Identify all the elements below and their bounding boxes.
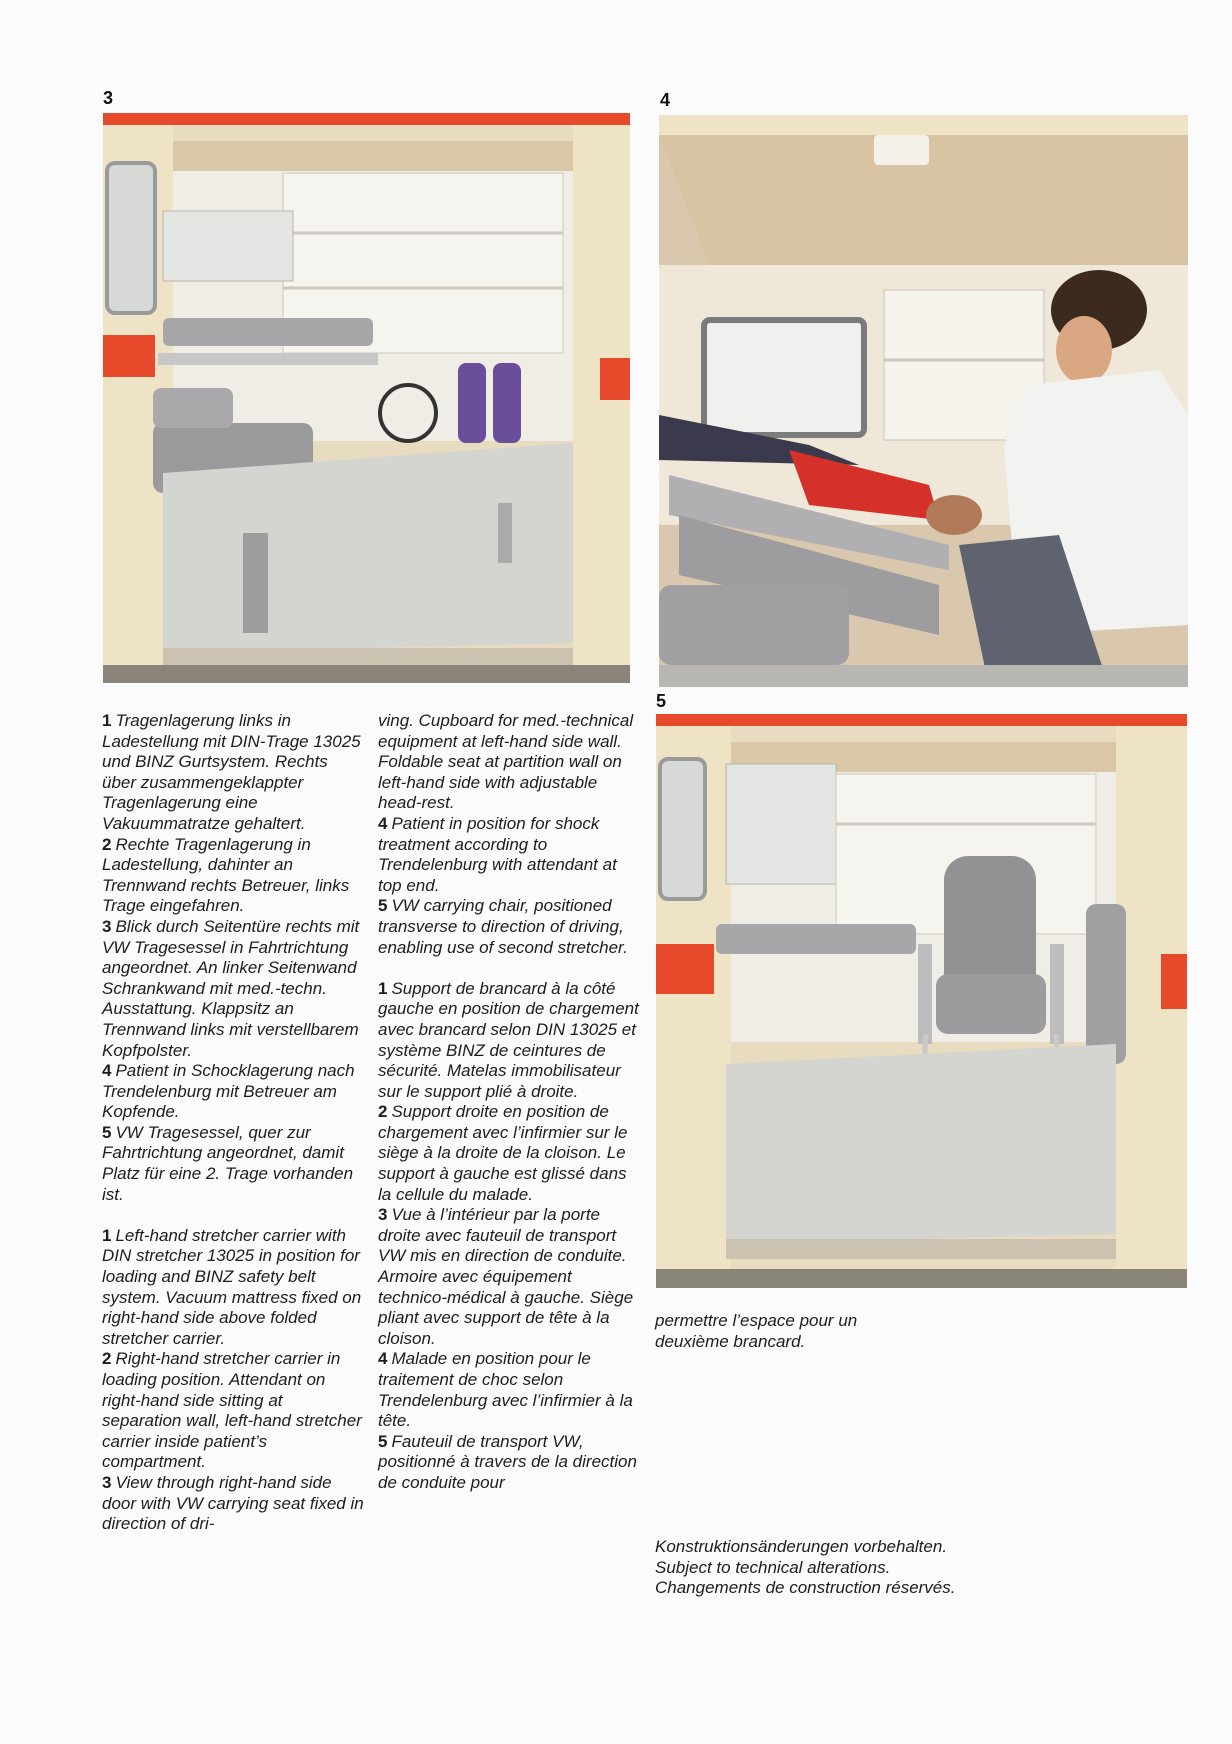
caption-en-1: 1 Left-hand stretcher carrier with DIN stretcher 13025 in position for loading and BINZ safety belt system. Vacuum mattress fixed on right-hand side above folded stretcher carrier. xyxy=(102,1225,362,1348)
footnote-english: Subject to technical alterations. xyxy=(655,1557,891,1577)
caption-en-3: 3 View through right-hand side door with VW carrying seat fixed in direction of dri- xyxy=(102,1472,364,1534)
figure-number-3: 3 xyxy=(103,88,114,108)
captions-english-part-1 xyxy=(102,1226,364,1535)
caption-column-3 xyxy=(655,1311,915,1352)
caption-column-2 xyxy=(378,711,640,1494)
caption-en-4: 4 Patient in position for shock treatment according to Trendelenburg with attendant at top end. xyxy=(378,813,617,895)
technical-alterations-note xyxy=(655,1537,1075,1599)
caption-en-5: 5 VW carrying chair, positioned transverse to direction of driving, enabling use of second stretcher. xyxy=(378,896,628,957)
figure-number-4: 4 xyxy=(660,90,671,110)
photo-patient-trendelenburg xyxy=(659,115,1188,687)
caption-fr-1: 1 Support de brancard à la côté gauche en position de chargement avec brancard selon DIN 13025 et système BINZ de ceintures de sécurité. Matelas immobilisateur sur le support plié à droite. xyxy=(378,978,639,1101)
photo-5-illustration xyxy=(656,714,1187,1288)
photo-carrying-chair-transverse xyxy=(656,714,1187,1288)
captions-german xyxy=(102,711,364,1205)
figure-number-5: 5 xyxy=(656,691,667,711)
caption-fr-4: 4 Malade en position pour le traitement de choc selon Trendelenburg avec l’infirmier à la tête. xyxy=(378,1349,633,1431)
captions-french xyxy=(378,979,640,1494)
caption-de-3: 3 Blick durch Seitentüre rechts mit VW Tragesessel in Fahrtrichtung angeordnet. An linker Seitenwand Schrankwand mit med.-techn. Ausstattung. Klappsitz an Trennwand links mit verstellbarem Kopfpolster. xyxy=(102,916,360,1060)
caption-de-5: 5 VW Tragesessel, quer zur Fahrtrichtung angeordnet, damit Platz für eine 2. Trage vorhanden ist. xyxy=(102,1122,354,1204)
footnote-german: Konstruktionsänderungen vorbehalten. xyxy=(655,1537,948,1556)
caption-en-2: 2 Right-hand stretcher carrier in loading position. Attendant on right-hand side sitting at separation wall, left-hand stretcher carrier inside patient’s compartment. xyxy=(102,1349,362,1472)
footnote-french: Changements de construction réservés. xyxy=(655,1578,956,1598)
caption-de-1: 1 Tragenlagerung links in Ladestellung mit DIN-Trage 13025 und BINZ Gurtsystem. Rechts über zusammengeklappter Tragenlagerung eine Vakuummatratze gehaltert. xyxy=(102,711,361,833)
caption-column-1 xyxy=(102,711,364,1535)
photo-4-illustration xyxy=(659,115,1188,687)
caption-fr-5-continued: permettre l’espace pour un deuxième brancard. xyxy=(655,1311,858,1351)
caption-fr-5: 5 Fauteuil de transport VW, positionné à travers de la direction de conduite pour xyxy=(378,1431,637,1492)
photo-ambulance-interior-stretchers xyxy=(103,113,630,683)
captions-english-part-2 xyxy=(378,711,640,958)
caption-fr-2: 2 Support droite en position de chargement avec l’infirmier sur le siège à la droite de la cloison. Le support à gauche est glissé dans la cellule du malade. xyxy=(378,1102,628,1204)
caption-fr-3: 3 Vue à l’intérieur par la porte droite avec fauteuil de transport VW mis en direction de conduite. Armoire avec équipement technico-médical à gauche. Siège pliant avec support de tête à la cloison. xyxy=(378,1205,634,1348)
photo-3-illustration xyxy=(103,113,630,683)
caption-de-2: 2 Rechte Tragenlagerung in Ladestellung, dahinter an Trennwand rechts Betreuer, links Trage eingefahren. xyxy=(102,834,350,916)
caption-de-4: 4 Patient in Schocklagerung nach Trendelenburg mit Betreuer am Kopfende. xyxy=(102,1061,355,1122)
caption-en-3-continued: ving. Cupboard for med.-technical equipment at left-hand side wall. Foldable seat at partition wall on left-hand side with adjustable head-rest. xyxy=(378,711,634,813)
